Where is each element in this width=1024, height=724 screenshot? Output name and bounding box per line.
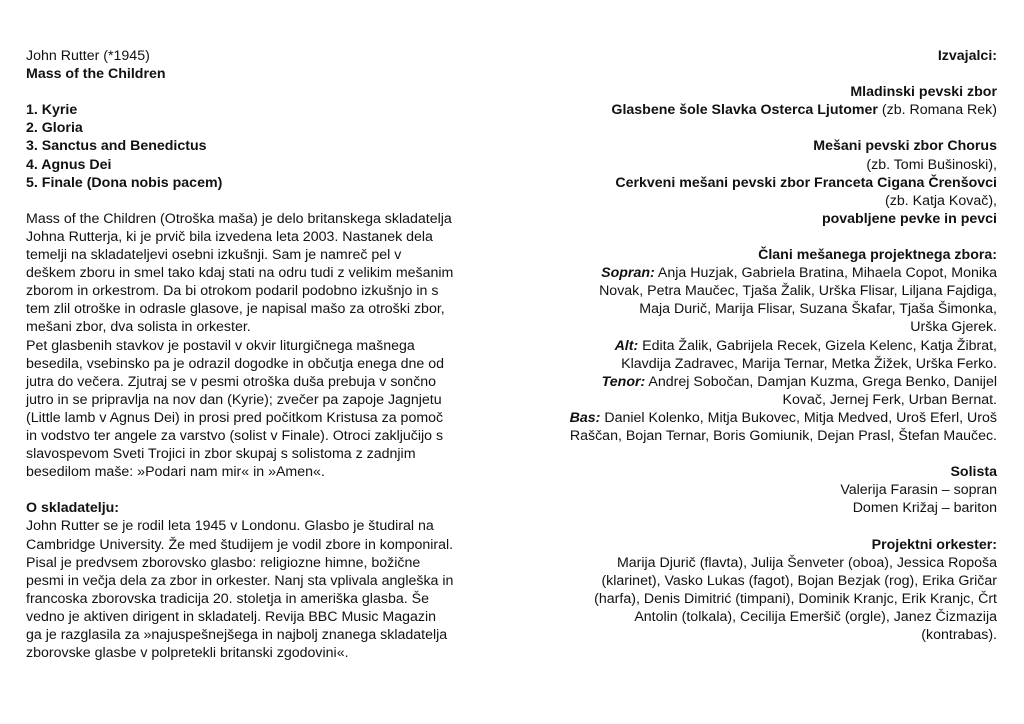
- orchestra-heading: Projektni orkester:: [871, 536, 997, 553]
- text-line: (Little lamb v Agnus Dei) in prosi pred počitkom Kristusa za pomoč: [26, 409, 444, 426]
- text-line: Pisal je predvsem zborovsko glasbo: religiozne himne, božične: [26, 554, 421, 571]
- choir-chorus-conductor: (zb. Tomi Bušinoski),: [866, 156, 997, 173]
- sopran-label: Sopran:: [601, 265, 655, 282]
- soloists-block: [530, 463, 997, 517]
- youth-choir-block: [530, 83, 997, 119]
- performers-heading: Izvajalci:: [937, 48, 997, 64]
- youth-choir-name: Mladinski pevski zbor: [850, 84, 997, 101]
- orchestra-line: (kontrabas).: [921, 627, 997, 643]
- text-line: Cambridge University. Že med študijem je vodil zbore in komponiral.: [26, 536, 454, 553]
- about-composer-paragraph: [26, 517, 496, 662]
- movement-item: 4. Agnus Dei: [26, 156, 112, 173]
- text-line: slavospevom Sveti Trojici in zbor skupaj s solistoma z zadnjim: [26, 446, 416, 463]
- tenor-line: Kovač, Jernej Ferk, Urban Bernat.: [782, 391, 997, 408]
- text-line: ga je razglasila za »najuspešnejšega in najbolj znanega skladatelja: [26, 627, 448, 643]
- text-line: Johna Rutterja, ki je prvič bila izvedena leta 2003. Nastanek dela: [26, 228, 433, 245]
- sopran-line: Urška Gjerek.: [910, 319, 997, 336]
- orchestra-line: (klarinet), Vasko Lukas (fagot), Bojan Bezjak (rog), Erika Gričar: [601, 572, 997, 589]
- intro-paragraph: [26, 210, 496, 481]
- youth-choir-conductor: (zb. Romana Rek): [877, 102, 997, 119]
- text-line: pesmi in večja dela za zbor in orkester. Nanj sta vplivala angleška in: [26, 572, 454, 589]
- performers-column: [530, 47, 997, 644]
- text-line: Pet glasbenih stavkov je postavil v okvir liturgičnega mašnega: [26, 337, 415, 354]
- program-notes-column: [26, 47, 496, 662]
- text-line: temelji na skladateljevi osebni izkušnji. Sam je namreč pel v: [26, 247, 402, 264]
- sopran-line: Novak, Petra Maučec, Tjaša Žalik, Urška Flisar, Liljana Fajdiga,: [599, 283, 997, 300]
- movement-item: 5. Finale (Dona nobis pacem): [26, 174, 223, 191]
- text-line: francoska zborovska tradicija 20. stoletja in ameriška glasba. Še: [26, 590, 429, 607]
- guest-singers: povabljene pevke in pevci: [821, 210, 997, 227]
- text-line: tem zlil otroške in odrasle glasove, je napisal mašo za otroški zbor,: [26, 301, 445, 318]
- bas-label: Bas:: [569, 409, 601, 426]
- alt-line: [530, 337, 997, 355]
- project-choir-heading: Člani mešanega projektnega zbora:: [758, 247, 997, 264]
- tenor-names: Andrej Sobočan, Damjan Kuzma, Grega Benko, Danijel: [645, 373, 997, 390]
- orchestra-line: Antolin (tolkala), Cecilija Emeršič (orgle), Janez Čizmazija: [634, 608, 997, 625]
- soloist-line: Valerija Farasin – sopran: [840, 482, 997, 499]
- text-line: in vodstvo ter angele za varstvo (solist v Finale). Otroci zaključijo s: [26, 427, 444, 444]
- church-choir-conductor: (zb. Katja Kovač),: [885, 192, 997, 209]
- project-choir-block: [530, 246, 997, 445]
- bas-names: Daniel Kolenko, Mitja Bukovec, Mitja Medved, Uroš Eferl, Uroš: [600, 409, 997, 426]
- movement-item: 2. Gloria: [26, 120, 83, 137]
- tenor-line: [530, 373, 997, 391]
- text-line: deškem zboru in smel tako kdaj stati na odru tudi z velikim mešanim: [26, 265, 454, 282]
- sopran-line: Maja Durič, Marija Flisar, Suzana Škafar, Tjaša Šimonka,: [639, 301, 997, 318]
- soloist-line: Domen Križaj – bariton: [852, 500, 997, 517]
- movement-item: 1. Kyrie: [26, 102, 78, 119]
- about-composer-heading: O skladatelju:: [26, 500, 120, 517]
- school-name: Glasbene šole Slavka Osterca Ljutomer: [611, 102, 878, 119]
- text-line: John Rutter se je rodil leta 1945 v Londonu. Glasbo je študiral na: [26, 518, 434, 535]
- tenor-label: Tenor:: [601, 373, 646, 390]
- text-line: jutro in se pripravlja na nov dan (Kyrie); zvečer pa zapoje Jagnjetu: [26, 391, 442, 408]
- soloists-heading: Solista: [950, 464, 997, 481]
- alt-line: Klavdija Zadravec, Marija Ternar, Metka Žižek, Urška Ferko.: [621, 355, 997, 372]
- sopran-names: Anja Huzjak, Gabriela Bratina, Mihaela Copot, Monika: [654, 265, 997, 282]
- bas-line: [530, 409, 997, 427]
- work-title: Mass of the Children: [26, 66, 166, 83]
- church-choir-name: Cerkveni mešani pevski zbor Franceta Cigana Črenšovci: [615, 174, 997, 191]
- mixed-choirs-block: [530, 137, 997, 227]
- movement-item: 3. Sanctus and Benedictus: [26, 138, 207, 155]
- text-line: mešani zbor, dva solista in orkester.: [26, 319, 251, 336]
- orchestra-block: [530, 536, 997, 645]
- choir-chorus-name: Mešani pevski zbor Chorus: [813, 138, 997, 155]
- text-line: besedila, vsebinsko pa je odrazil dogodke in občutja enega dne od: [26, 355, 445, 372]
- sopran-line: [530, 264, 997, 282]
- bas-line: Raščan, Bojan Ternar, Boris Gomiunik, Dejan Prasl, Štefan Maučec.: [569, 427, 997, 444]
- orchestra-line: Marija Djurič (flavta), Julija Šenveter (oboa), Jessica Ropoša: [616, 554, 997, 571]
- movements-list: [26, 101, 496, 191]
- alt-names: Edita Žalik, Gabrijela Recek, Gizela Kelenc, Katja Žibrat,: [638, 337, 997, 354]
- text-line: jutra do večera. Zjutraj se v pesmi otroška duša prebuja v sončno: [26, 373, 437, 390]
- text-line: Mass of the Children (Otroška maša) je delo britanskega skladatelja: [26, 210, 452, 227]
- text-line: besedilom maše: »Podari nam mir« in »Amen«.: [26, 464, 325, 481]
- text-line: vedno je aktiven dirigent in skladatelj. Revija BBC Music Magazin: [26, 608, 437, 625]
- text-line: zborom in orkestrom. Da bi otrokom podaril podobno izkušnjo in s: [26, 283, 439, 300]
- orchestra-line: (harfa), Denis Dimitrić (timpani), Dominik Kranjc, Erik Kranjc, Črt: [594, 590, 997, 607]
- text-line: zborovske glasbe v polpretekli britanski zgodovini«.: [26, 645, 349, 662]
- youth-choir-school-line: [530, 101, 997, 119]
- alt-label: Alt:: [614, 337, 639, 354]
- composer-name: John Rutter (*1945): [26, 48, 150, 64]
